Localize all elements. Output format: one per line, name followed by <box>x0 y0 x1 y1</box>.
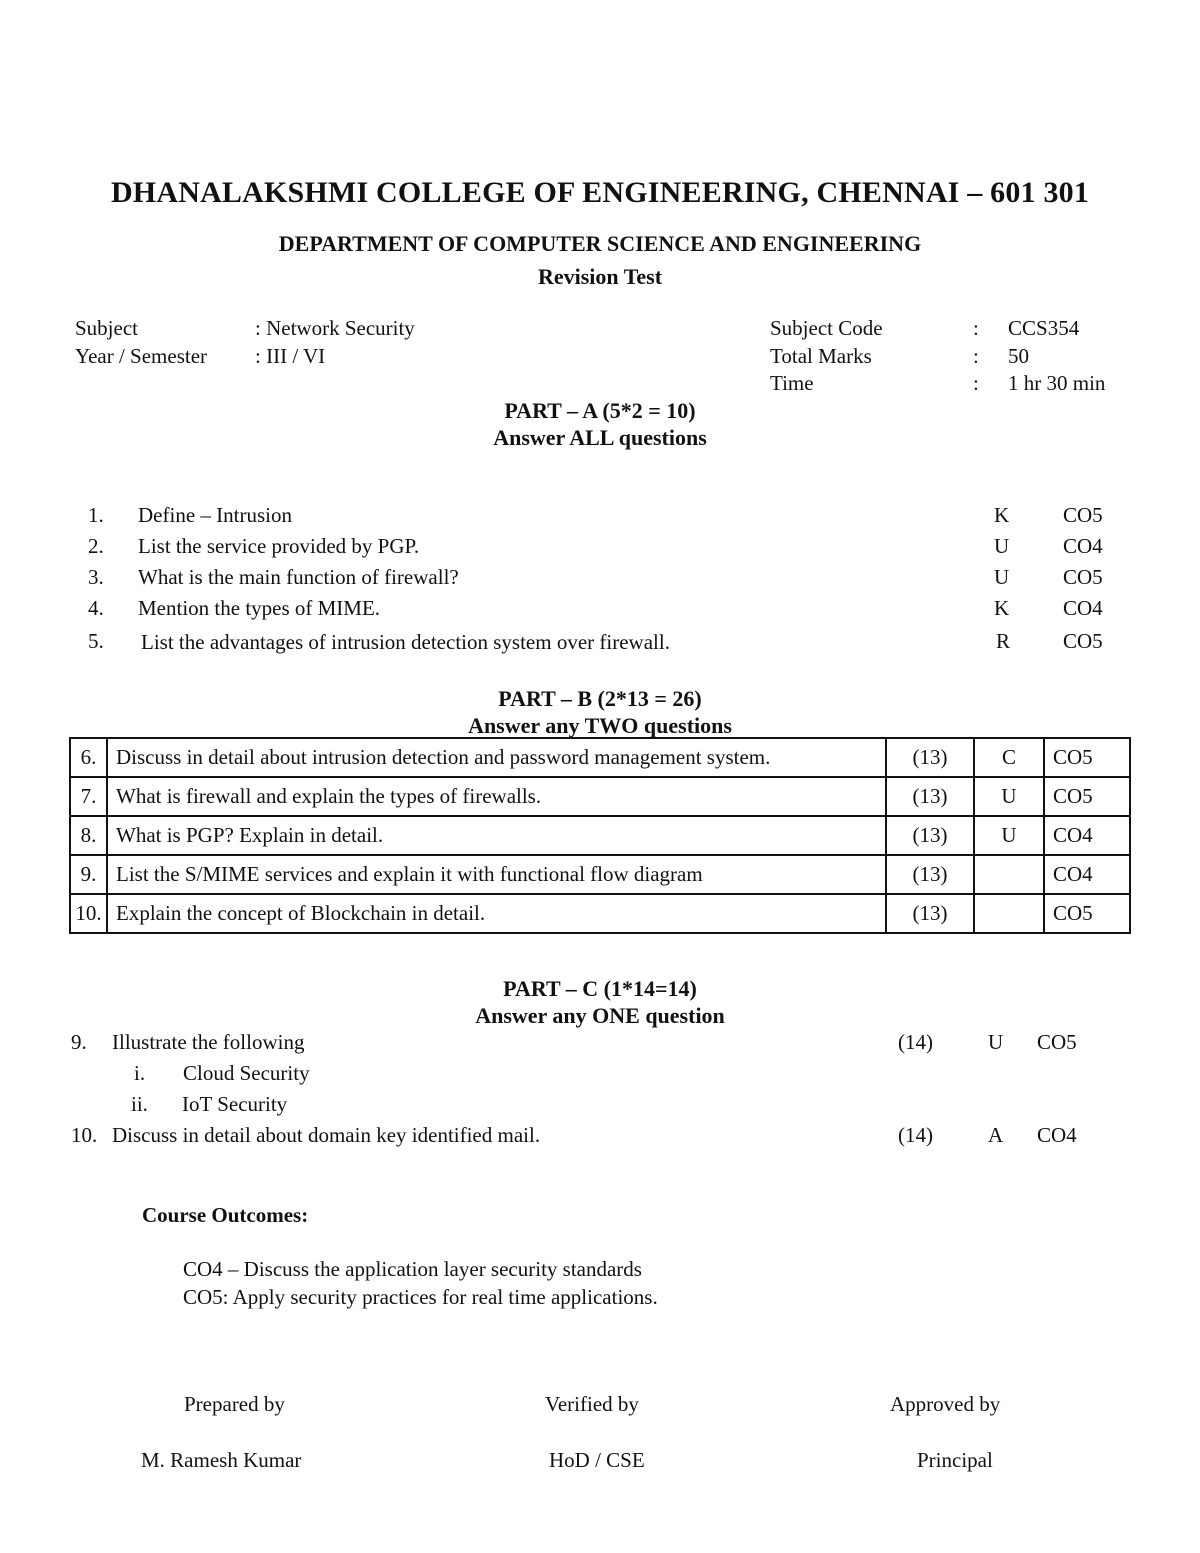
question-marks: (13) <box>886 777 974 816</box>
table-row <box>70 816 1130 855</box>
question-number: 5. <box>88 629 104 653</box>
question-co: CO4 <box>1037 1123 1077 1147</box>
table-row <box>70 777 1130 816</box>
verified-by-label: Verified by <box>545 1392 639 1416</box>
question-text: What is PGP? Explain in detail. <box>107 816 886 855</box>
question-text: Illustrate the following <box>112 1030 305 1054</box>
question-marks: (13) <box>886 816 974 855</box>
part-b-instruction: Answer any TWO questions <box>468 713 732 738</box>
test-title: Revision Test <box>537 264 663 289</box>
question-number: 2. <box>88 534 104 558</box>
question-co: CO5 <box>1037 1030 1077 1054</box>
question-number: 9. <box>71 1030 87 1054</box>
question-text: Define – Intrusion <box>138 503 292 527</box>
question-level: U <box>974 777 1044 816</box>
code-value: CCS354 <box>1008 316 1080 340</box>
question-number: 6. <box>70 738 107 777</box>
question-level: U <box>994 565 1010 589</box>
question-text: List the S/MIME services and explain it with functional flow diagram <box>107 855 886 894</box>
question-number: 10. <box>71 1123 98 1147</box>
outcome-item: CO5: Apply security practices for real time applications. <box>183 1285 658 1309</box>
question-level: U <box>988 1030 1004 1054</box>
question-co: CO5 <box>1044 738 1130 777</box>
question-text: What is firewall and explain the types of firewalls. <box>107 777 886 816</box>
subject-label: Subject <box>75 316 138 340</box>
marks-colon: : <box>973 344 979 368</box>
table-row <box>70 738 1130 777</box>
question-level: C <box>974 738 1044 777</box>
question-number: 10. <box>70 894 107 933</box>
question-co: CO5 <box>1044 894 1130 933</box>
sub-question-number: ii. <box>131 1092 148 1116</box>
time-colon: : <box>973 371 979 395</box>
part-b-title: PART – B (2*13 = 26) <box>498 686 702 711</box>
department-title: DEPARTMENT OF COMPUTER SCIENCE AND ENGINEERING <box>278 231 922 256</box>
question-marks: (13) <box>886 738 974 777</box>
sub-question-text: Cloud Security <box>183 1061 310 1085</box>
college-title: DHANALAKSHMI COLLEGE OF ENGINEERING, CHENNAI – 601 301 <box>110 176 1090 209</box>
question-marks: (14) <box>898 1030 933 1054</box>
question-number: 8. <box>70 816 107 855</box>
question-co: CO5 <box>1063 629 1103 653</box>
question-level: U <box>994 534 1010 558</box>
question-level: K <box>994 596 1010 620</box>
marks-label: Total Marks <box>770 344 872 368</box>
sub-question-text: IoT Security <box>182 1092 288 1116</box>
question-number: 1. <box>88 503 104 527</box>
question-co: CO4 <box>1044 855 1130 894</box>
question-number: 7. <box>70 777 107 816</box>
question-marks: (14) <box>898 1123 933 1147</box>
prepared-by-name: M. Ramesh Kumar <box>141 1448 302 1472</box>
question-marks: (13) <box>886 855 974 894</box>
question-text: Explain the concept of Blockchain in detail. <box>107 894 886 933</box>
question-number: 4. <box>88 596 104 620</box>
table-row <box>70 855 1130 894</box>
time-label: Time <box>770 371 814 395</box>
question-text: Discuss in detail about domain key identified mail. <box>112 1123 541 1147</box>
verified-by-name: HoD / CSE <box>549 1448 645 1472</box>
question-co: CO5 <box>1063 565 1103 589</box>
question-co: CO5 <box>1063 503 1103 527</box>
part-b-table <box>69 737 1131 934</box>
question-marks: (13) <box>886 894 974 933</box>
question-number: 3. <box>88 565 104 589</box>
prepared-by-label: Prepared by <box>184 1392 285 1416</box>
question-text: List the service provided by PGP. <box>138 534 420 558</box>
part-a-instruction: Answer ALL questions <box>493 425 707 450</box>
part-c-title: PART – C (1*14=14) <box>503 976 697 1001</box>
part-a-title: PART – A (5*2 = 10) <box>504 398 696 423</box>
question-text: Discuss in detail about intrusion detection and password management system. <box>107 738 886 777</box>
question-level <box>974 894 1044 933</box>
code-colon: : <box>973 316 979 340</box>
part-c-instruction: Answer any ONE question <box>475 1003 725 1028</box>
table-row <box>70 894 1130 933</box>
subject-value: : Network Security <box>255 316 415 340</box>
year-value: : III / VI <box>255 344 326 368</box>
question-level: R <box>996 629 1011 653</box>
outcomes-title: Course Outcomes: <box>142 1203 309 1227</box>
question-co: CO5 <box>1044 777 1130 816</box>
time-value: 1 hr 30 min <box>1008 371 1106 395</box>
question-number: 9. <box>70 855 107 894</box>
question-co: CO4 <box>1063 596 1103 620</box>
approved-by-name: Principal <box>917 1448 993 1472</box>
question-co: CO4 <box>1044 816 1130 855</box>
question-level: A <box>988 1123 1004 1147</box>
code-label: Subject Code <box>770 316 883 340</box>
year-label: Year / Semester <box>75 344 208 368</box>
question-level <box>974 855 1044 894</box>
sub-question-number: i. <box>134 1061 146 1085</box>
question-text: What is the main function of firewall? <box>138 565 459 589</box>
approved-by-label: Approved by <box>890 1392 1001 1416</box>
question-co: CO4 <box>1063 534 1103 558</box>
question-level: U <box>974 816 1044 855</box>
outcome-item: CO4 – Discuss the application layer security standards <box>183 1257 642 1281</box>
question-text: List the advantages of intrusion detection system over firewall. <box>141 630 670 654</box>
question-text: Mention the types of MIME. <box>138 596 381 620</box>
marks-value: 50 <box>1008 344 1029 368</box>
question-level: K <box>994 503 1010 527</box>
